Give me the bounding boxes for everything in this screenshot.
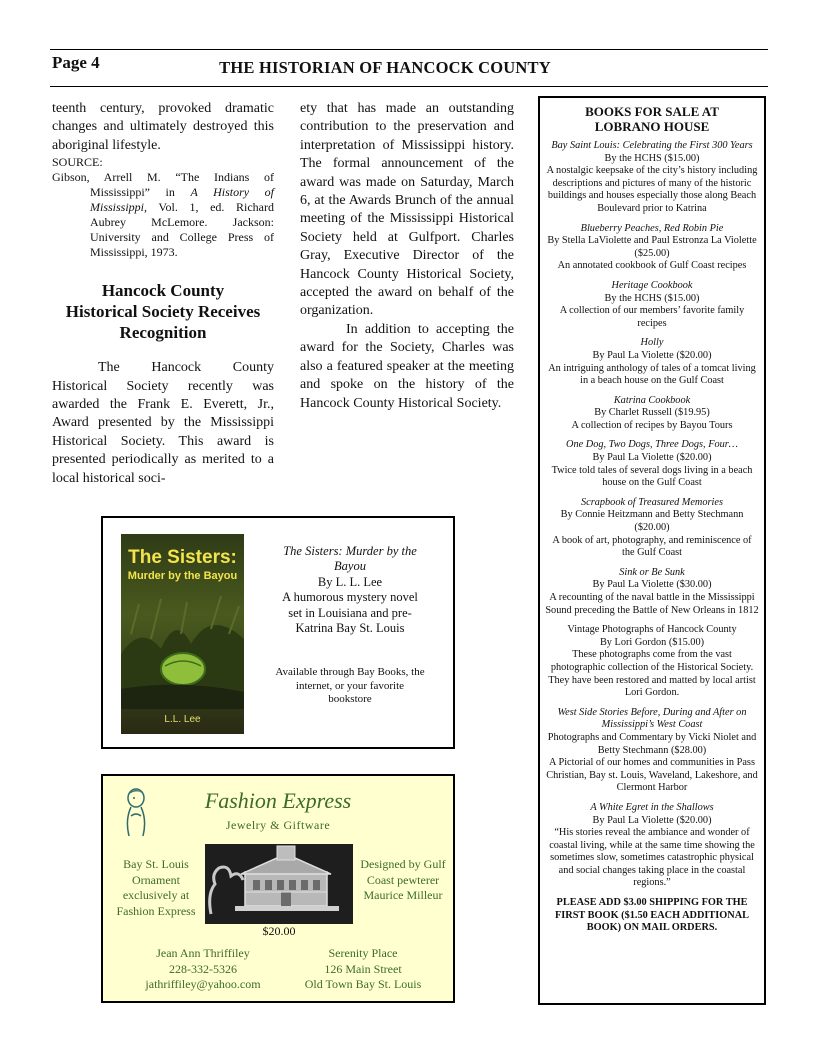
book-entry [545,707,759,795]
fashion-express-ad [101,774,455,1003]
book-title: Sink or Be Sunk [619,566,685,578]
books-heading [545,104,759,134]
article-headline [52,280,274,343]
book-description: An annotated cookbook of Gulf Coast recipes [557,260,747,272]
sisters-book-info [275,544,425,636]
books-heading-line-2: LOBRANO HOUSE [594,119,710,134]
sisters-book-description: A humorous mystery novel set in Louisiana and pre-Katrina Bay St. Louis [282,590,418,636]
book-author-price: By Stella LaViolette and Paul Estronza La Violette ($25.00) [547,235,757,259]
book-cover-image [121,534,244,734]
contact-email[interactable]: jathriffiley@yahoo.com [145,977,261,991]
sisters-book-ad [101,516,455,749]
ornament-description: Bay St. Louis Ornament exclusively at Fashion Express [116,857,196,918]
source-label: SOURCE: [52,155,103,170]
book-entry [545,395,759,433]
contact-name: Jean Ann Thriffiley [156,946,250,960]
book-entry [545,337,759,387]
headline-line-1: Hancock County [101,281,225,301]
book-description: “His stories reveal the ambiance and wonder of coastal living, while at the same time showing the sometimes slow, sometimes catastrophic physical and social changes taking place in the coastal regions.” [549,827,755,889]
book-title: Bay Saint Louis: Celebrating the First 300 Years [551,140,753,151]
headline-line-3: Recognition [119,323,207,343]
contact-phone[interactable]: 228-332-5326 [169,961,237,976]
citation-title: A History of Mississippi, [90,185,274,215]
book-title: Heritage Cookbook [611,279,693,291]
newsletter-title: THE HISTORIAN OF HANCOCK COUNTY [219,58,551,77]
book-author-price: By the HCHS ($15.00) [604,152,700,164]
book-author-price: By Lori Gordon ($15.00) [599,636,705,648]
cover-subtitle: Murder by the Bayou [127,570,238,582]
ornament-price: $20.00 [262,924,296,938]
book-list [545,140,759,890]
cover-watermelon-illustration [121,594,244,709]
book-author-price: By Paul La Violette ($30.00) [592,579,712,591]
fashion-express-name: Fashion Express [204,788,352,813]
store-location [283,946,443,993]
article-paragraph-2: In addition to accepting the award for the Society, Charles was also a featured speaker at the meeting and spoke on the history of the Hancock County Historical Society. [300,321,514,411]
book-title: One Dog, Two Dogs, Three Dogs, Four… [566,439,738,451]
sisters-book-title: The Sisters: Murder by the Bayou [283,544,417,574]
book-title: Scrapbook of Treasured Memories [581,496,723,508]
shipping-note: PLEASE ADD $3.00 SHIPPING FOR THE FIRST BOOK ($1.50 EACH ADDITIONAL BOOK) ON MAIL ORDERS. [554,897,750,934]
sisters-book-author: By L. L. Lee [317,574,383,589]
column-middle [300,100,514,413]
book-description: A nostalgic keepsake of the city’s history including descriptions and pictures of many of the historic buildings and houses especially those along Beach Boulevard prior to Katrina [546,165,758,214]
book-author-price: By Connie Heitzmann and Betty Stechmann ($20.00) [560,509,744,534]
cover-title: The Sisters: [128,547,237,568]
book-description: A book of art, photography, and reminiscence of the Gulf Coast [552,534,752,559]
book-description: A collection of our members’ favorite family recipes [559,305,745,329]
cover-author: L.L. Lee [164,714,201,725]
book-entry [545,223,759,273]
designer-credit: Designed by Gulf Coast pewterer Maurice Milleur [360,857,446,902]
header-top-rule [50,49,768,50]
book-title: Blueberry Peaches, Red Robin Pie [580,222,724,234]
header-bottom-rule [50,86,768,87]
book-entry [545,497,759,560]
citation-author: Gibson, Arrell M. “The Indians of Mississippi” in [52,170,274,200]
fashion-express-tagline: Jewelry & Giftware [225,818,331,832]
books-heading-line-1: BOOKS FOR SALE AT [585,104,719,119]
article-paragraph-1b: ety that has made an outstanding contribution to the preservation and interpretation of Mississippi history. The formal announcement of the award was made on Saturday, March 6, at the Awards Brunch of the annual meeting of the Mississippi Historical Society held at Gulfport. Charles Gray, Executive Director of the Hancock County Historical Society, accepted the award on behalf of the organization. [300,101,514,319]
book-author-price: By the HCHS ($15.00) [604,292,700,304]
prev-article-ending: teenth century, provoked dramatic changes and ultimately destroyed this aboriginal lifestyle. [52,101,274,153]
headline-line-2: Historical Society Receives [65,302,261,322]
book-description: These photographs come from the vast photographic collection of the Historical Society. They have been restored and matted by local artist Lori Gordon. [548,649,756,699]
location-city: Old Town Bay St. Louis [304,977,422,991]
book-title: Holly [640,337,664,349]
book-entry [545,802,759,890]
book-author-price: Photographs and Commentary by Vicki Niolet and Betty Stechmann ($28.00) [547,731,757,756]
article-paragraph-1a: The Hancock County Historical Society recently was awarded the Frank E. Everett, Jr., Award presented by the Mississippi Historical Society. This award is presented periodically as merited to a local historical soci- [52,360,274,486]
location-street: 126 Main Street [324,961,402,976]
column-left [52,100,274,488]
book-title: A White Egret in the Shallows [590,801,714,813]
book-entry [545,280,759,330]
location-name: Serenity Place [328,946,398,960]
book-entry [545,439,759,489]
book-author-price: By Paul La Violette ($20.00) [592,452,712,464]
book-description: An intriguing anthology of tales of a tomcat living in a beach house on the Gulf Coast [548,362,756,387]
book-entry [545,140,759,216]
book-entry [545,567,759,617]
book-description: A collection of recipes by Bayou Tours [571,419,733,431]
source-citation [52,170,274,260]
book-title: Katrina Cookbook [613,394,691,406]
book-author-price: By Paul La Violette ($20.00) [592,349,712,361]
book-description: A Pictorial of our homes and communities in Pass Christian, Bay st. Louis, Waveland, Lakeshore, and Clermont Harbor [546,757,758,794]
page-number: Page 4 [52,53,100,72]
pewter-ornament-image [205,844,353,924]
books-for-sale-box [538,96,766,1005]
contact-info [123,946,283,993]
book-author-price: By Charlet Russell ($19.95) [594,407,710,419]
book-entry [545,624,759,700]
book-title: West Side Stories Before, During and After on Mississippi’s West Coast [557,706,747,731]
book-description: A recounting of the naval battle in the Mississippi Sound preceding the Battle of New Orleans in 1812 [545,592,759,616]
book-author-price: By Paul La Violette ($20.00) [592,814,712,826]
book-description: Twice told tales of several dogs living in a beach house on the Gulf Coast [551,464,753,489]
citation-rest: Vol. 1, ed. Richard Aubrey McLemore. Jackson: University and College Press of Mississippi, 1973. [90,200,274,260]
sisters-availability: Available through Bay Books, the internet, or your favorite bookstore [275,666,425,705]
book-title: Vintage Photographs of Hancock County [567,624,737,636]
